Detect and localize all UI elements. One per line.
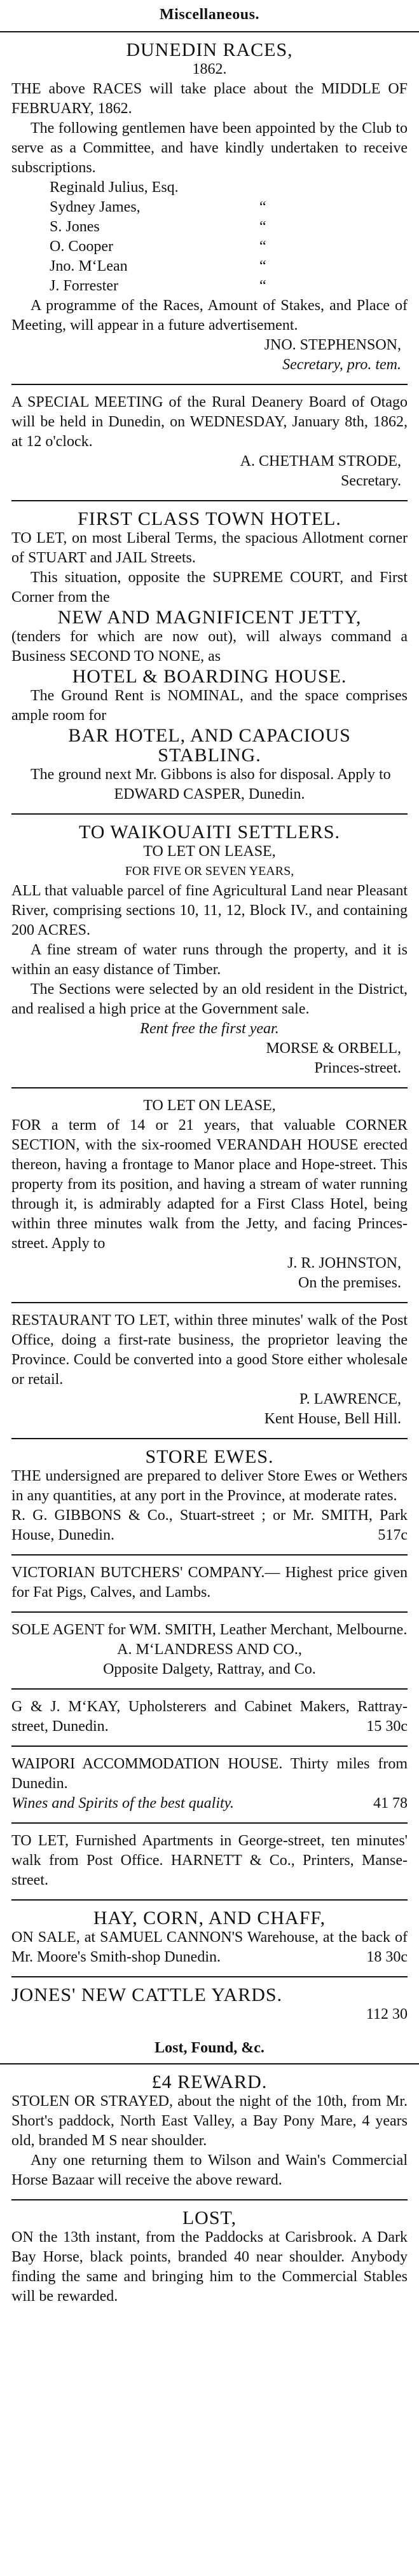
ad-paragraph: (tenders for which are now out), will always command a Business SECOND TO NONE, as — [11, 628, 408, 665]
ad-subtitle: NEW AND MAGNIFICENT JETTY, — [57, 607, 362, 628]
ad-victorian-butchers — [11, 1556, 408, 1613]
lost-found-column — [0, 2064, 419, 2315]
ad-paragraph: THE undersigned are prepared to deliver Store Ewes or Wethers in any quantities, at any port in the Province, at moderate rates. — [11, 1468, 408, 1504]
ad-mkay — [11, 1690, 408, 1747]
ad-paragraph: The Sections were selected by an old resident in the District, and realised a high price at the Government sale. — [11, 981, 408, 1017]
list-item: O. Cooper “ — [50, 238, 266, 255]
list-item: J. Forrester “ — [50, 278, 266, 294]
ad-reward — [11, 2064, 408, 2200]
ad-apartments — [11, 1824, 408, 1901]
ad-paragraph: WAIPORI ACCOMMODATION HOUSE. Thirty miles from Dunedin. — [11, 1756, 408, 1792]
ad-paragraph: TO LET, Furnished Apartments in George-street, ten minutes' walk from Post Office. HARNETT & Co., Printers, Manse-street. — [11, 1833, 408, 1888]
ad-subtitle: TO LET ON LEASE, — [143, 843, 276, 860]
ad-subtitle: HOTEL & BOARDING HOUSE. — [72, 666, 347, 687]
signature-role: Secretary. — [340, 473, 401, 489]
signature: A. CHETHAM STRODE, — [240, 453, 401, 470]
ad-paragraph: Wines and Spirits of the best quality. 41 78 — [11, 1794, 408, 1813]
signature-role: Secretary, pro. tem. — [282, 356, 401, 373]
ad-paragraph: ON SALE, at SAMUEL CANNON'S Warehouse, at the back of Mr. Moore's Smith-shop Dunedin. 18 30c — [11, 1928, 408, 1967]
ad-emphasis: Rent free the first year. — [140, 1020, 279, 1037]
ad-paragraph: SOLE AGENT for WM. SMITH, Leather Merchant, Melbourne. — [11, 1622, 408, 1638]
ad-paragraph: TO LET, on most Liberal Terms, the spacious Allotment corner of STUART and JAIL Streets. — [11, 530, 408, 566]
ad-paragraph: A fine stream of water runs through the property, and it is within an easy distance of Timber. — [11, 942, 408, 978]
ad-paragraph: Any one returning them to Wilson and Wain's Commercial Horse Bazaar will receive the above reward. — [11, 2152, 408, 2188]
ads-column — [0, 32, 419, 2033]
ad-title: DUNEDIN RACES, — [126, 39, 293, 60]
ad-waikouaiti — [11, 815, 408, 1088]
ad-lost-horse — [11, 2200, 408, 2315]
list-item: S. Jones “ — [50, 219, 266, 235]
ad-paragraph: A programme of the Races, Amount of Stakes, and Place of Meeting, will appear in a future advertisement. — [11, 297, 408, 334]
ad-hay-corn — [11, 1901, 408, 1977]
ad-paragraph: ALL that valuable parcel of fine Agricultural Land near Pleasant River, comprising sections 10, 11, 12, Block IV., and containing 200 ACRES. — [11, 883, 408, 939]
ad-paragraph: The ground next Mr. Gibbons is also for disposal. Apply to — [31, 766, 391, 783]
ad-paragraph: A SPECIAL MEETING of the Rural Deanery Board of Otago will be held in Dunedin, on WEDNESDAY, January 8th, 1862, at 12 o'clock. — [11, 394, 408, 450]
ad-title: HAY, CORN, AND CHAFF, — [93, 1908, 326, 1929]
ad-paragraph: G & J. M‘KAY, Upholsterers and Cabinet Makers, Rattray-street, Dunedin. 15 30c — [11, 1697, 408, 1737]
ad-waipori — [11, 1747, 408, 1824]
signature-address: Princes-street. — [314, 1060, 401, 1076]
signature: A. M‘LANDRESS AND CO., — [117, 1641, 302, 1658]
ad-number: 112 30 — [366, 2006, 408, 2023]
ad-paragraph: ON the 13th instant, from the Paddocks at Carisbrook. A Dark Bay Horse, black points, branded 40 near shoulder. Anybody finding the same and bringing him to the Commercial Stables will be rewarded. — [11, 2229, 408, 2305]
ad-number: 18 30c — [366, 1949, 408, 1965]
ad-paragraph: STOLEN OR STRAYED, about the night of the 10th, from Mr. Short's paddock, North East Valley, a Bay Pony Mare, 4 years old, branded M S near shoulder. — [11, 2093, 408, 2149]
ad-paragraph: VICTORIAN BUTCHERS' COMPANY.— Highest price given for Fat Pigs, Calves, and Lambs. — [11, 1564, 408, 1601]
committee-list — [11, 178, 408, 296]
ad-title: £4 REWARD. — [151, 2071, 268, 2092]
ad-title: FIRST CLASS TOWN HOTEL. — [78, 508, 341, 529]
ad-corner-lease — [11, 1088, 408, 1303]
signature-address: Opposite Dalgety, Rattray, and Co. — [103, 1661, 316, 1678]
ad-dunedin-races — [11, 32, 408, 385]
signature: P. LAWRENCE, — [299, 1391, 401, 1407]
ad-title: STORE EWES. — [145, 1446, 274, 1467]
ad-subtitle: BAR HOTEL, AND CAPACIOUS — [68, 725, 351, 746]
ad-paragraph: FOR a term of 14 or 21 years, that valuable CORNER SECTION, with the six-roomed VERANDAH HOUSE erected thereon, having a frontage to Manor place and Hope-street. This property from its position, and having a stream of water running through it, is admirably adapted for a First Class Hotel, being within three minutes walk from the Jetty, and facing Princes-street. Apply to — [11, 1117, 408, 1252]
list-item: Reginald Julius, Esq. — [50, 179, 179, 196]
ad-paragraph: The following gentlemen have been appointed by the Club to serve as a Committee, and have kindly undertaken to receive subscriptions. — [11, 120, 408, 176]
ad-paragraph: The Ground Rent is NOMINAL, and the space comprises ample room for — [11, 688, 408, 724]
signature: JNO. STEPHENSON, — [264, 337, 401, 353]
signature: EDWARD CASPER, Dunedin. — [114, 786, 305, 803]
ad-year: 1862. — [192, 61, 227, 78]
ad-paragraph: This situation, opposite the SUPREME COURT, and First Corner from the — [11, 569, 408, 606]
list-item: Sydney James, “ — [50, 199, 266, 215]
ad-paragraph: THE above RACES will take place about the MIDDLE OF FEBRUARY, 1862. — [11, 81, 408, 117]
ad-subtitle: FOR FIVE OR SEVEN YEARS, — [125, 864, 294, 878]
section-header: Miscellaneous. — [0, 0, 419, 32]
ad-rural-deanery — [11, 385, 408, 501]
ad-paragraph: RESTAURANT TO LET, within three minutes' walk of the Post Office, doing a first-rate business, the proprietor leaving the Province. Could be converted into a good Store either wholesale or retail. — [11, 1312, 408, 1388]
section-header-lost-found: Lost, Found, &c. — [0, 2033, 419, 2064]
signature: J. R. JOHNSTON, — [287, 1255, 401, 1271]
signature: MORSE & ORBELL, — [266, 1040, 401, 1057]
signature-address: Kent House, Bell Hill. — [264, 1411, 401, 1427]
ad-number: 41 78 — [373, 1795, 408, 1812]
ad-paragraph: R. G. GIBBONS & Co., Stuart-street ; or Mr. SMITH, Park House, Dunedin. 517c — [11, 1506, 408, 1545]
ad-title: TO LET ON LEASE, — [143, 1097, 276, 1114]
ad-sole-agent — [11, 1613, 408, 1690]
ad-restaurant — [11, 1303, 408, 1439]
ad-cattle-yards — [11, 1977, 408, 2033]
ad-store-ewes — [11, 1439, 408, 1556]
ad-number: 517c — [378, 1527, 408, 1543]
list-item: Jno. M‘Lean “ — [50, 258, 266, 275]
ad-subtitle: STABLING. — [158, 745, 261, 766]
ad-title: JONES' NEW CATTLE YARDS. — [11, 1984, 283, 2005]
signature-address: On the premises. — [298, 1275, 401, 1291]
ad-title: LOST, — [182, 2207, 237, 2228]
ad-town-hotel — [11, 501, 408, 815]
ad-number: 15 30c — [366, 1718, 408, 1735]
ad-title: TO WAIKOUAITI SETTLERS. — [78, 822, 341, 843]
